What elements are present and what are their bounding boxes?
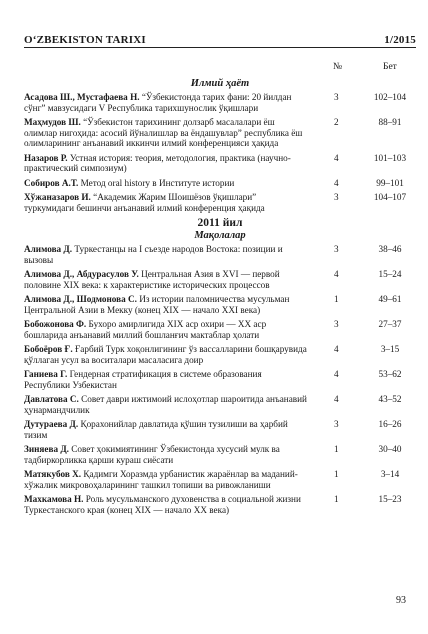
entry-author: Дутураева Д. bbox=[24, 419, 79, 429]
index-content bbox=[24, 78, 416, 519]
page-number: 93 bbox=[396, 595, 406, 606]
entry-pages: 30–40 bbox=[378, 444, 402, 454]
entry-author: Хўжаназаров И. bbox=[24, 192, 91, 202]
entry-title: Совет ҳокимиятининг Ўзбекистонда хусусий мулк ва тадбиркорликка қарши кураш сиёсати bbox=[24, 444, 280, 465]
index-entry bbox=[24, 178, 416, 189]
entry-issue-number: 4 bbox=[334, 369, 339, 379]
entry-issue-number: 4 bbox=[334, 344, 339, 354]
entry-pages: 3–14 bbox=[380, 469, 400, 479]
running-header bbox=[24, 30, 416, 46]
index-entry bbox=[24, 192, 416, 213]
entry-title: Ғарбий Турк хоқонлигининг ўз вассалларини бошқарувида қўллаган усул ва воситалари масаласига доир bbox=[24, 344, 307, 365]
entry-pages: 102–104 bbox=[373, 92, 407, 102]
index-entry bbox=[24, 269, 416, 290]
index-entry bbox=[24, 419, 416, 440]
entry-issue-number: 4 bbox=[334, 269, 339, 279]
entry-pages: 104–107 bbox=[373, 192, 407, 202]
entry-title: Центральная Азия в XVI — первой половине XIX века: к характеристике исторических процессов bbox=[24, 269, 280, 290]
entry-title: “Академик Жарим Шоишёзов ўқишлари” туркумидаги бешинчи анъанавий илмий конференция ҳақида bbox=[24, 192, 265, 213]
entry-issue-number: 4 bbox=[334, 152, 339, 163]
entry-title: Гендерная стратификация в системе образования Республики Узбекистан bbox=[24, 369, 262, 390]
year-heading: 2011 йил bbox=[197, 217, 243, 229]
number-column-header: № bbox=[333, 62, 343, 72]
index-entry bbox=[24, 294, 416, 315]
entry-issue-number: 3 bbox=[334, 419, 339, 429]
section-title-scientific-life: Илмий ҳаёт bbox=[190, 78, 250, 89]
entry-pages: 3–15 bbox=[380, 344, 400, 354]
header-rule bbox=[24, 47, 416, 48]
pages-column-header: Бет bbox=[383, 62, 397, 72]
entry-author: Алимова Д., Абдурасулов У. bbox=[24, 269, 139, 279]
entry-author: Назаров Р. bbox=[24, 152, 68, 163]
entry-author: Матякубов Х. bbox=[24, 469, 82, 479]
entry-author: Зиняева Д. bbox=[24, 444, 69, 454]
entry-title: “Ўзбекистонда тарих фани: 20 йилдан сўнг” мавзусидаги V Республика тарихшунослик ўқишлари bbox=[24, 92, 292, 113]
entry-pages: 99–101 bbox=[376, 177, 404, 188]
entry-author: Махкамова Н. bbox=[24, 494, 84, 504]
section-title-articles: Мақолалар bbox=[194, 230, 246, 241]
index-entry bbox=[24, 444, 416, 465]
entry-pages: 88–91 bbox=[378, 117, 402, 127]
entry-title: Қорахонийлар давлатида қўшин тузилиши ва ҳарбий тизим bbox=[24, 419, 288, 440]
entry-pages: 27–37 bbox=[378, 319, 402, 329]
entry-author: Алимова Д. bbox=[24, 244, 73, 254]
index-entry bbox=[24, 494, 416, 515]
index-entry bbox=[24, 92, 416, 113]
column-headers bbox=[24, 62, 416, 76]
entry-author: Бобожонова Ф. bbox=[24, 319, 87, 329]
entry-title: Роль мусульманского духовенства в социальной жизни Туркестанского края (конец XIX — начало XX века) bbox=[24, 494, 301, 515]
entry-title: Устная история: теория, методология, практика (научно-практический симпозиум) bbox=[24, 152, 291, 173]
index-entry bbox=[24, 153, 416, 174]
entry-title: Туркестанцы на I съезде народов Востока: позиции и вызовы bbox=[24, 244, 283, 265]
entry-title: Совет даври ижтимоий ислоҳотлар шароитида анъанавий ҳунармандчилик bbox=[24, 394, 307, 415]
entry-issue-number: 3 bbox=[334, 319, 339, 329]
entry-pages: 49–61 bbox=[378, 294, 402, 304]
entry-issue-number: 4 bbox=[334, 394, 339, 404]
entry-pages: 15–23 bbox=[378, 494, 402, 504]
entry-author: Давлатова С. bbox=[24, 394, 79, 404]
entry-issue-number: 4 bbox=[334, 177, 339, 188]
entry-pages: 101–103 bbox=[373, 152, 407, 163]
entry-author: Ганиева Г. bbox=[24, 369, 68, 379]
entry-title: Қадимги Хоразмда урбанистик жараёнлар ва маданий-хўжалик микровоҳаларининг ташкил топиши ва ривожланиши bbox=[24, 469, 298, 490]
entry-title: Из истории паломничества мусульман Центральной Азии в Мекку (конец XIX — начало XXI века) bbox=[24, 294, 290, 315]
entry-issue-number: 3 bbox=[334, 192, 339, 202]
entry-title: Метод oral history в Институте истории bbox=[80, 177, 235, 188]
entry-pages: 16–26 bbox=[378, 419, 402, 429]
journal-title: O‘ZBEKISTON TARIXI bbox=[24, 34, 146, 46]
entry-issue-number: 1 bbox=[334, 494, 339, 504]
entry-author: Маҳмудов Ш. bbox=[24, 117, 81, 127]
entry-pages: 53–62 bbox=[378, 369, 402, 379]
entry-issue-number: 3 bbox=[334, 244, 339, 254]
index-entry bbox=[24, 344, 416, 365]
entry-pages: 15–24 bbox=[378, 269, 402, 279]
index-entry bbox=[24, 394, 416, 415]
entry-author: Бобоёров Ғ. bbox=[24, 344, 73, 354]
index-entry bbox=[24, 369, 416, 390]
entry-issue-number: 3 bbox=[334, 92, 339, 102]
entry-pages: 38–46 bbox=[378, 244, 402, 254]
entry-pages: 43–52 bbox=[378, 394, 402, 404]
entry-issue-number: 2 bbox=[334, 117, 339, 127]
entry-author: Асадова Ш., Мустафаева Н. bbox=[24, 92, 140, 102]
index-entry bbox=[24, 244, 416, 265]
entry-title: “Ўзбекистон тарихининг долзарб масалалари ёш олимлар нигоҳида: асосий йўналишлар ва ёндашувлар” республика ёш олимларининг анъанавий иккинчи илмий конференцияси ҳақида bbox=[24, 117, 303, 148]
index-entry bbox=[24, 469, 416, 490]
entry-author: Собиров А.Т. bbox=[24, 177, 79, 188]
entry-issue-number: 1 bbox=[334, 469, 339, 479]
index-entry bbox=[24, 319, 416, 340]
entry-issue-number: 1 bbox=[334, 294, 339, 304]
issue-number: 1/2015 bbox=[384, 34, 416, 46]
index-entry bbox=[24, 117, 416, 149]
entry-title: Бухоро амирлигида XIX аср охири — XX аср бошларида анъанавий миллий бошланғич мактаблар ҳолати bbox=[24, 319, 267, 340]
entry-issue-number: 1 bbox=[334, 444, 339, 454]
entry-author: Алимова Д., Шодмонова С. bbox=[24, 294, 137, 304]
